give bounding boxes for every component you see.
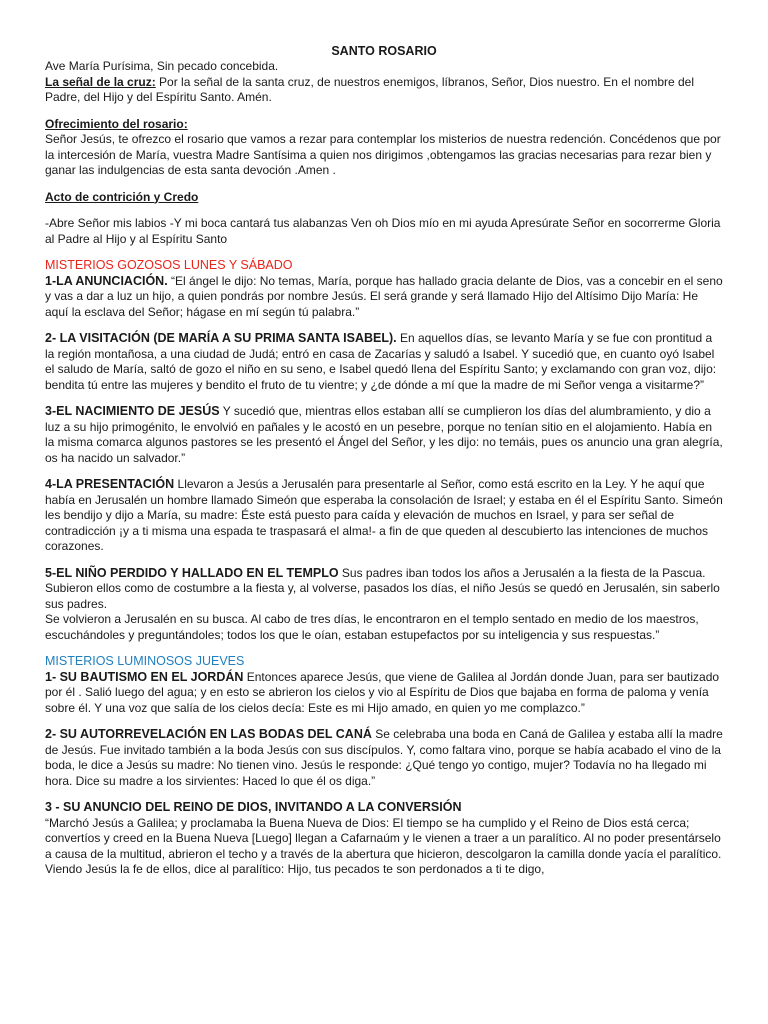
mystery-paragraph — [45, 477, 723, 555]
mystery-paragraph — [45, 331, 723, 393]
mystery-text-continued: Se volvieron a Jerusalén en su busca. Al cabo de tres días, le encontraron en el templo sentado en medio de los maestros, escuchándoles y preguntándoles; todos los que le oían, estaban estupefactos por su inteligencia y sus respuestas.” — [45, 612, 699, 642]
mystery-text: En aquellos días, se levanto María y se fue con prontitud a la región montañosa, a una ciudad de Judá; entró en casa de Zacarías y saludó a Isabel. Y sucedió que, en cuanto oyó Isabel el saludo de María, saltó de gozo el niño en su seno, e Isabel quedó llena del Espíritu Santo; y exclamando con gran voz, dijo: bendita tú entre las mujeres y bendito el fruto de tu vientre; y ¿de dónde a mí que la madre de mi Señor venga a visitarme?” — [45, 331, 717, 392]
mystery-label: 2- SU AUTORREVELACIÓN EN LAS BODAS DEL CANÁ — [45, 727, 372, 741]
contrition-text: -Abre Señor mis labios -Y mi boca cantará tus alabanzas Ven oh Dios mío en mi ayuda Apresúrate Señor en socorrerme Gloria al Padre al Hijo y al Espíritu Santo — [45, 216, 721, 246]
page-title: SANTO ROSARIO — [331, 44, 437, 58]
mystery-text: Y sucedió que, mientras ellos estaban allí se cumplieron los días del alumbramiento, y dio a luz a su hijo primogénito, le envolvió en pañales y le acostó en un pesebre, porque no tenían sitio en el alojamiento. Había en la misma comarca algunos pastores se les presentó el Ángel del Señor, y les dijo: no temáis, pues os anuncio una gran alegría, os ha nacido un salvador.” — [45, 404, 723, 465]
mystery-text: “Marchó Jesús a Galilea; y proclamaba la Buena Nueva de Dios: El tiempo se ha cumplido y el Reino de Dios está cerca; convertíos y creed en la Buena Nueva [Luego] llegan a Cafarnaúm y le vienen a traer a un paralítico. Al no poder presentárselo a causa de la multitud, abrieron el techo y a través de la abertura que hicieron, descolgaron la camilla donde yacía el paralítico. Viendo Jesús la fe de ellos, dice al paralítico: Hijo, tus pecados te son perdonados a ti te digo, — [45, 815, 722, 876]
mystery-text: “El ángel le dijo: No temas, María, porque has hallado gracia delante de Dios, vas a concebir en el seno y vas a dar a luz un hijo, a quien pondrás por nombre Jesús. El será grande y será llamado Hijo del Altísimo Dijo María: He aquí la esclava del Señor; hágase en mí según tú palabra.” — [45, 273, 723, 319]
mystery-text: Se celebraba una boda en Caná de Galilea y estaba allí la madre de Jesús. Fue invitado también a la boda Jesús con sus discípulos. Y, como faltara vino, porque se había acabado el vino de la boda, le dice a Jesús su madre: No tienen vino. Jesús le responde: ¿Qué tengo yo contigo, mujer? Todavía no ha llegado mi hora. Dice su madre a los sirvientes: Haced lo que él os diga.” — [45, 727, 723, 788]
mystery-label: 2- LA VISITACIÓN (DE MARÍA A SU PRIMA SANTA ISABEL). — [45, 331, 397, 345]
offering-text: Señor Jesús, te ofrezco el rosario que vamos a rezar para contemplar los misterios de nuestra redención. Concédenos que por la intercesión de María, vuestra Madre Santísima a quien nos dirigimos ,obtengamos las gracias necesarias para rezar bien y ganar las indulgencias de esta santa devoción .Amen . — [45, 132, 721, 177]
sign-of-cross-paragraph — [45, 75, 723, 106]
mystery-label: 1-LA ANUNCIACIÓN. — [45, 273, 168, 288]
mystery-paragraph — [45, 274, 723, 321]
sign-of-cross-text: Por la señal de la santa cruz, de nuestros enemigos, líbranos, Señor, Dios nuestro. En el nombre del Padre, del Hijo y del Espíritu Santo. Amén. — [45, 74, 695, 104]
contrition-heading: Acto de contrición y Credo — [45, 189, 199, 204]
luminous-mysteries-heading: MISTERIOS LUMINOSOS JUEVES — [45, 654, 245, 668]
joyful-mysteries-heading: MISTERIOS GOZOSOS LUNES Y SÁBADO — [45, 258, 293, 272]
mystery-paragraph — [45, 670, 723, 717]
mystery-label: 4-LA PRESENTACIÓN — [45, 477, 175, 491]
mystery-label-line — [45, 800, 723, 816]
offering-heading: Ofrecimiento del rosario: — [45, 116, 188, 131]
mystery-paragraph — [45, 404, 723, 466]
mystery-label: 3 - SU ANUNCIO DEL REINO DE DIOS, INVITANDO A LA CONVERSIÓN — [45, 800, 462, 814]
mystery-label: 5-EL NIÑO PERDIDO Y HALLADO EN EL TEMPLO — [45, 565, 339, 580]
mystery-text: Sus padres iban todos los años a Jerusalén a la fiesta de la Pascua. Subieron ellos como de costumbre a la fiesta y, al volverse, pasados los días, el niño Jesús se quedó en Jerusalén, sin saberlo sus padres. — [45, 565, 720, 611]
mystery-label: 1- SU BAUTISMO EN EL JORDÁN — [45, 669, 244, 684]
sign-of-cross-heading: La señal de la cruz: — [45, 74, 156, 89]
mystery-text: Llevaron a Jesús a Jerusalén para presentarle al Señor, como está escrito en la Ley. Y he aquí que había en Jerusalén un hombre llamado Simeón que esperaba la consolación de Israel; y estaba en él el Espíritu Santo. Simeón les bendijo y dijo a María, su madre: Éste está puesto para caída y elevación de muchos en Israel, y para ser señal de contradicción ¡y a ti misma una espada te traspasará el alma!- a fin de que queden al descubierto las intenciones de muchos corazones. — [45, 477, 723, 553]
mystery-text: Entonces aparece Jesús, que viene de Galilea al Jordán donde Juan, para ser bautizado por él . Salió luego del agua; y en esto se abrieron los cielos y vio al Espíritu de Dios que bajaba en forma de paloma y venía sobre él. Y una voz que salía de los cielos decía: Este es mi Hijo amado, en quien yo me complazco.” — [45, 669, 720, 715]
greeting-line: Ave María Purísima, Sin pecado concebida. — [45, 59, 279, 73]
mystery-paragraph — [45, 566, 723, 613]
mystery-paragraph — [45, 727, 723, 789]
mystery-label: 3-EL NACIMIENTO DE JESÚS — [45, 404, 220, 418]
